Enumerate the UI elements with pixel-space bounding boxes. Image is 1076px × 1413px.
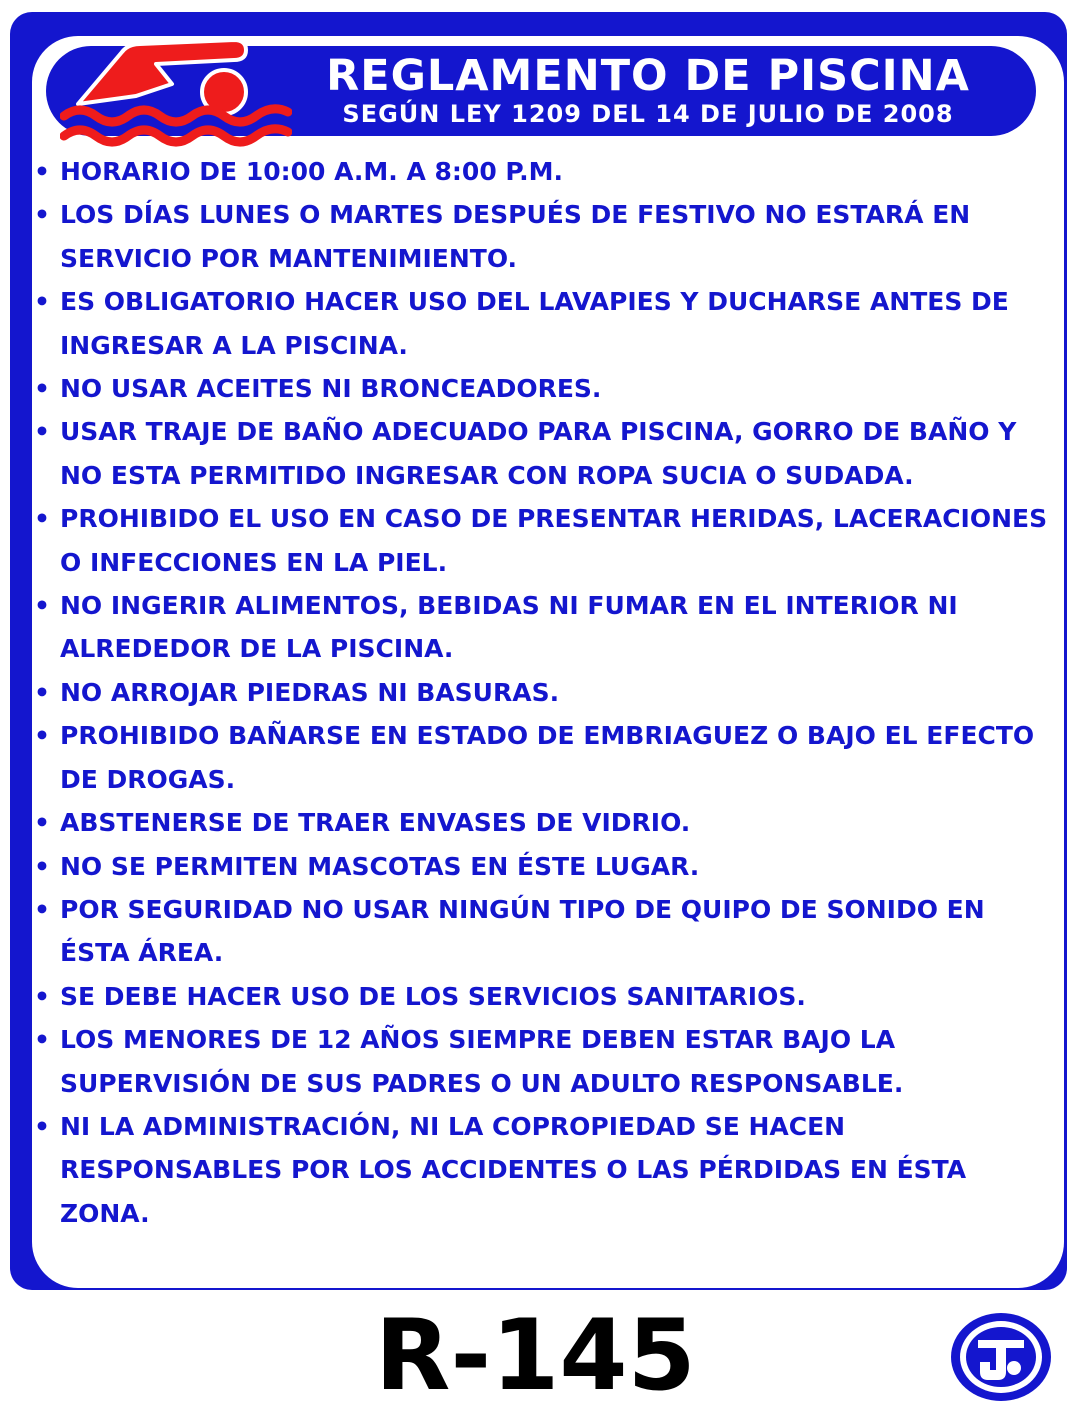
rule-item bbox=[30, 801, 1050, 844]
rule-text: SE DEBE HACER USO DE LOS SERVICIOS SANITARIOS. bbox=[60, 981, 806, 1011]
bullet-icon: • bbox=[34, 417, 50, 447]
rule-item bbox=[30, 1018, 1050, 1105]
bullet-icon: • bbox=[34, 1025, 50, 1055]
rules-list bbox=[30, 150, 1050, 1235]
sign-title: REGLAMENTO DE PISCINA bbox=[326, 51, 970, 101]
bullet-icon: • bbox=[34, 808, 50, 838]
brand-logo-icon bbox=[948, 1310, 1054, 1404]
rule-text: NO ARROJAR PIEDRAS NI BASURAS. bbox=[60, 677, 560, 707]
rule-item bbox=[30, 410, 1050, 497]
sign-code: R-145 bbox=[375, 1299, 696, 1413]
rule-text: NI LA ADMINISTRACIÓN, NI LA COPROPIEDAD SE HACEN RESPONSABLES POR LOS ACCIDENTES O LAS PÉRDIDAS EN ÉSTA ZONA. bbox=[60, 1111, 967, 1228]
bullet-icon: • bbox=[34, 851, 50, 881]
rule-item bbox=[30, 845, 1050, 888]
bullet-icon: • bbox=[34, 374, 50, 404]
rule-item bbox=[30, 584, 1050, 671]
rule-text: HORARIO DE 10:00 A.M. A 8:00 P.M. bbox=[60, 157, 564, 186]
bullet-icon: • bbox=[34, 591, 50, 621]
bullet-icon: • bbox=[34, 287, 50, 317]
rule-text: LOS DÍAS LUNES O MARTES DESPUÉS DE FESTIVO NO ESTARÁ EN SERVICIO POR MANTENIMIENTO. bbox=[60, 200, 971, 273]
rule-item bbox=[30, 150, 1050, 193]
rule-text: ABSTENERSE DE TRAER ENVASES DE VIDRIO. bbox=[60, 808, 691, 838]
rule-text: PROHIBIDO EL USO EN CASO DE PRESENTAR HERIDAS, LACERACIONES O INFECCIONES EN LA PIEL. bbox=[60, 504, 1048, 577]
rule-text: POR SEGURIDAD NO USAR NINGÚN TIPO DE QUIPO DE SONIDO EN ÉSTA ÁREA. bbox=[60, 894, 985, 968]
rule-item bbox=[30, 1105, 1050, 1235]
rule-text: NO SE PERMITEN MASCOTAS EN ÉSTE LUGAR. bbox=[60, 851, 700, 881]
sign-subtitle: SEGÚN LEY 1209 DEL 14 DE JULIO DE 2008 bbox=[342, 100, 954, 128]
rule-item bbox=[30, 193, 1050, 280]
bullet-icon: • bbox=[34, 721, 50, 751]
rule-text: USAR TRAJE DE BAÑO ADECUADO PARA PISCINA, GORRO DE BAÑO Y NO ESTA PERMITIDO INGRESAR CON ROPA SUCIA O SUDADA. bbox=[60, 417, 1017, 490]
rule-item bbox=[30, 671, 1050, 714]
rule-text: NO USAR ACEITES NI BRONCEADORES. bbox=[60, 374, 602, 404]
rule-item bbox=[30, 497, 1050, 584]
rule-item bbox=[30, 367, 1050, 410]
rule-text: LOS MENORES DE 12 AÑOS SIEMPRE DEBEN ESTAR BAJO LA SUPERVISIÓN DE SUS PADRES O UN ADULTO RESPONSABLE. bbox=[60, 1025, 904, 1098]
rule-text: ES OBLIGATORIO HACER USO DEL LAVAPIES Y DUCHARSE ANTES DE INGRESAR A LA PISCINA. bbox=[60, 287, 1009, 360]
bullet-icon: • bbox=[34, 200, 50, 230]
rule-item bbox=[30, 280, 1050, 367]
bullet-icon: • bbox=[34, 1111, 50, 1141]
bullet-icon: • bbox=[34, 157, 50, 186]
bullet-icon: • bbox=[34, 981, 50, 1011]
bullet-icon: • bbox=[34, 677, 50, 707]
rule-item bbox=[30, 975, 1050, 1018]
bullet-icon: • bbox=[34, 894, 50, 924]
swimmer-icon bbox=[60, 32, 292, 148]
rule-item bbox=[30, 714, 1050, 801]
rule-item bbox=[30, 888, 1050, 975]
rule-text: NO INGERIR ALIMENTOS, BEBIDAS NI FUMAR EN EL INTERIOR NI ALREDEDOR DE LA PISCINA. bbox=[60, 591, 958, 664]
rule-text: PROHIBIDO BAÑARSE EN ESTADO DE EMBRIAGUEZ O BAJO EL EFECTO DE DROGAS. bbox=[60, 721, 1035, 794]
bullet-icon: • bbox=[34, 504, 50, 534]
